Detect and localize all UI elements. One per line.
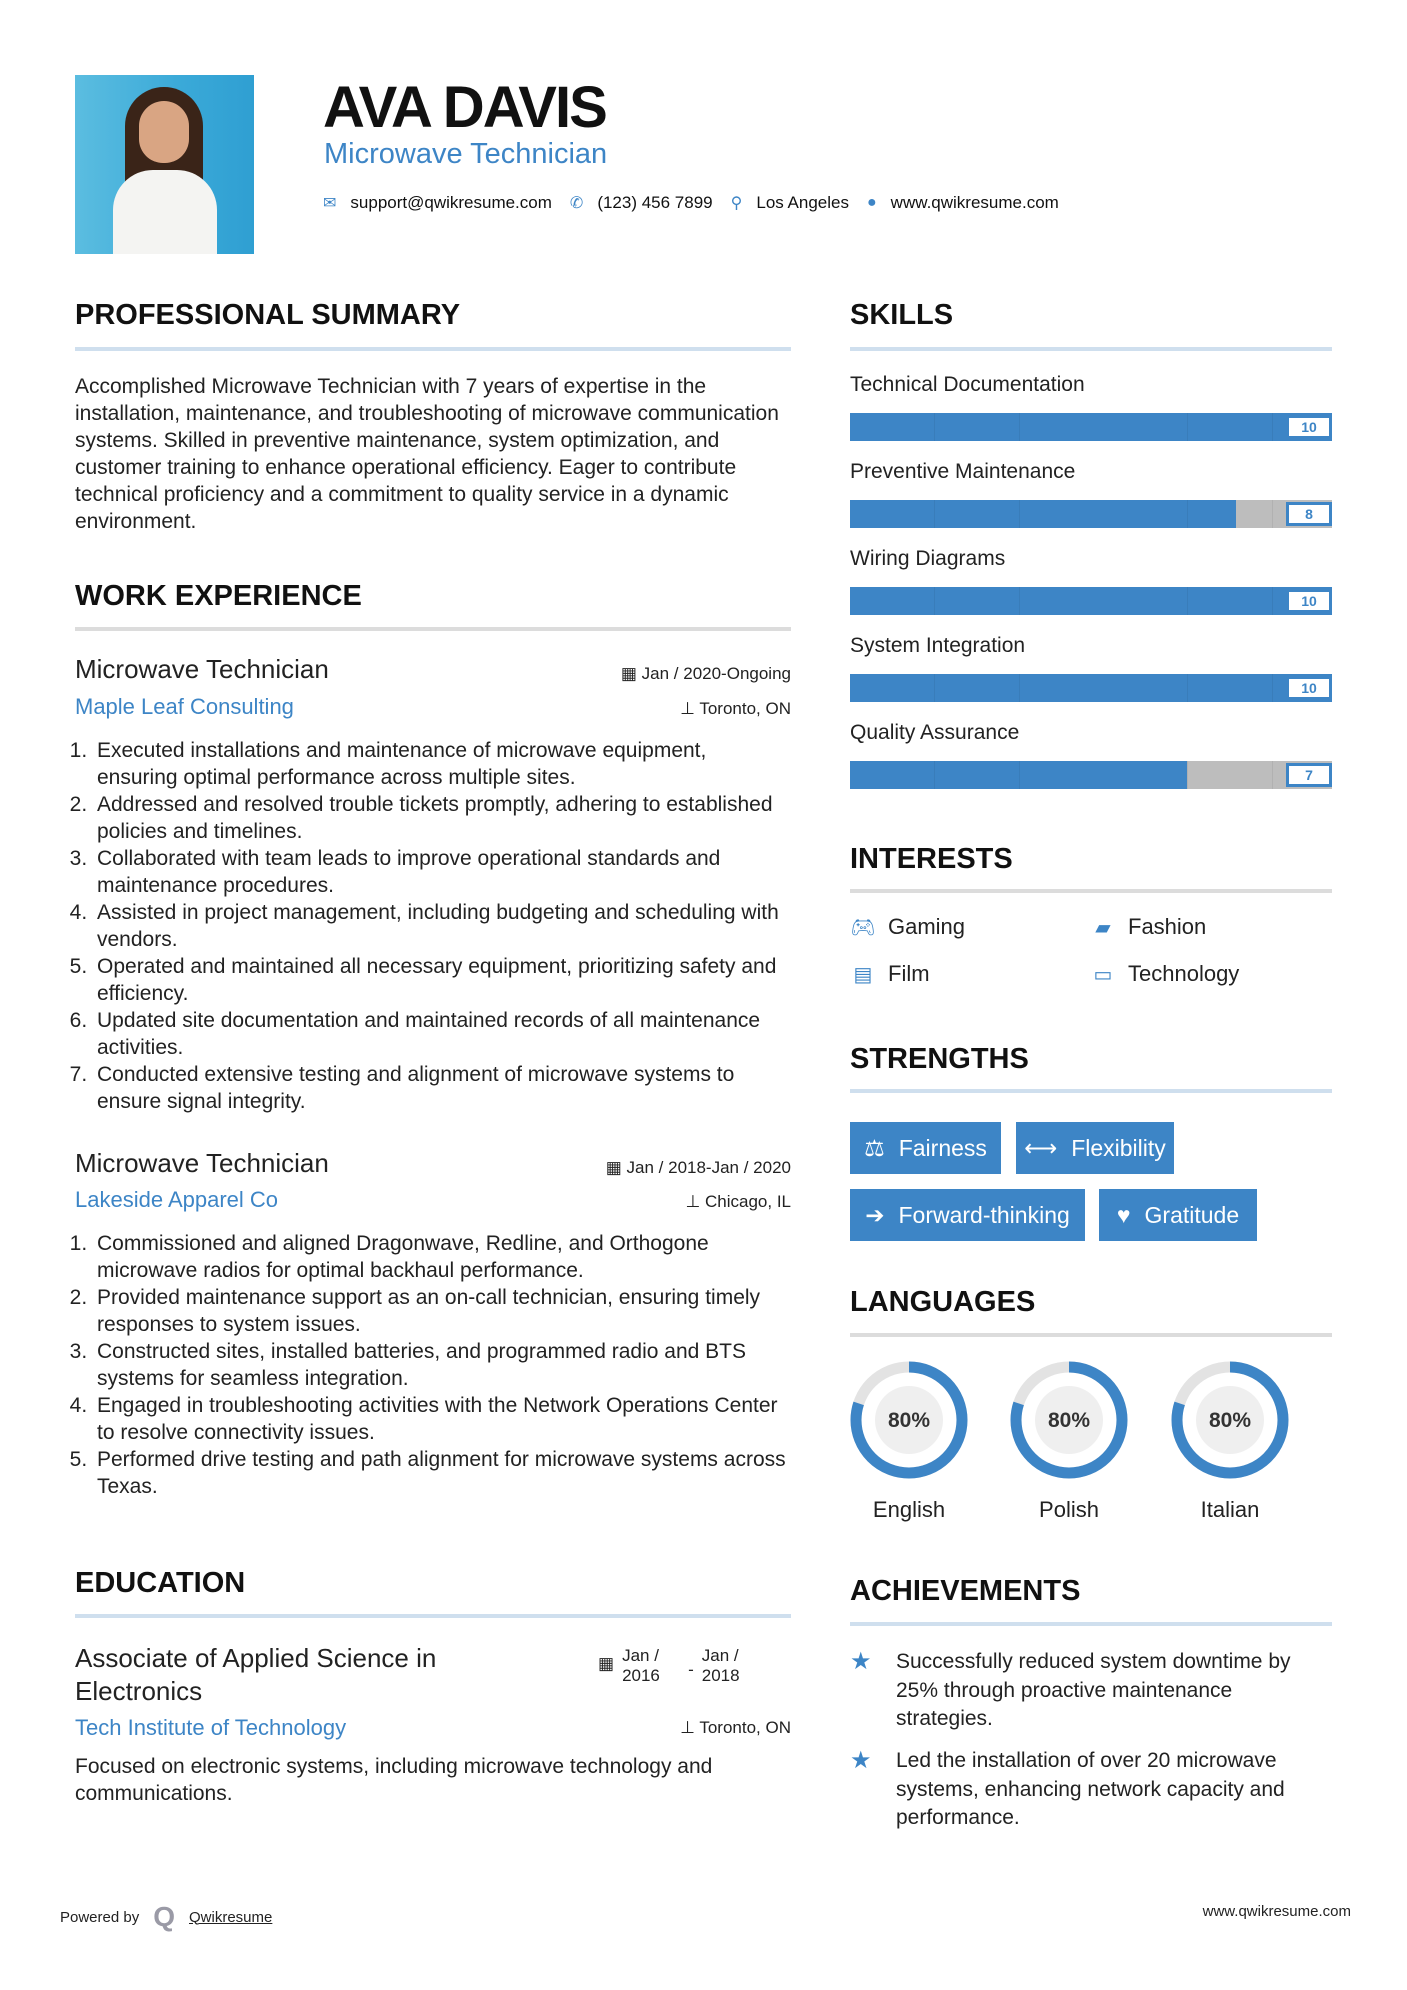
skill-bar-fill xyxy=(850,674,1332,702)
date-separator: - xyxy=(688,1660,694,1679)
map-marker-icon: ⚲ xyxy=(730,195,743,212)
strength-label: Gratitude xyxy=(1144,1201,1240,1228)
list-item: 4. Engaged in troubleshooting activities with the Network Operations Center to resolve connectivity issues. xyxy=(93,1392,791,1446)
language-item xyxy=(829,1358,989,1523)
strengths-heading: STRENGTHS xyxy=(850,1043,1029,1075)
list-item: 2. Provided maintenance support as an on-call technician, ensuring timely responses to system issues. xyxy=(93,1284,791,1338)
skill-name: Quality Assurance xyxy=(850,721,1020,744)
skill-bar-segment xyxy=(1019,674,1020,702)
skill-level: 8 xyxy=(1286,502,1332,526)
divider xyxy=(850,1333,1332,1337)
skill-bar-segment xyxy=(1187,413,1188,441)
strength-forward-thinking xyxy=(850,1189,1085,1241)
interest-film xyxy=(850,961,930,987)
job-bullets xyxy=(75,737,791,1115)
job-dates xyxy=(606,1158,791,1178)
brand-link[interactable]: Qwikresume xyxy=(189,1908,273,1926)
strength-label: Forward-thinking xyxy=(898,1201,1070,1228)
list-item: 3. Collaborated with team leads to improve operational standards and maintenance procedures. xyxy=(93,845,791,899)
language-percent: 80% xyxy=(887,1409,931,1432)
phone: (123) 456 7899 xyxy=(597,193,713,212)
language-name: Polish xyxy=(1039,1497,1099,1522)
education-description: Focused on electronic systems, including microwave technology and communications. xyxy=(75,1755,713,1805)
skill-bar-segment xyxy=(1019,587,1020,615)
experience-heading: WORK EXPERIENCE xyxy=(75,580,362,612)
strength-gratitude xyxy=(1099,1189,1257,1241)
achievements-heading: ACHIEVEMENTS xyxy=(850,1575,1081,1607)
skill-bar-fill xyxy=(850,587,1332,615)
skill-bar-segment xyxy=(934,413,935,441)
skill-name: System Integration xyxy=(850,634,1026,657)
languages-heading: LANGUAGES xyxy=(850,1286,1036,1318)
qwikresume-logo-icon: Q xyxy=(153,1901,175,1932)
list-item: 2. Addressed and resolved trouble tickets promptly, adhering to established policies and timelines. xyxy=(93,791,791,845)
interest-fashion xyxy=(1090,914,1206,940)
list-item: 4. Assisted in project management, including budgeting and scheduling with vendors. xyxy=(93,899,791,953)
education-location xyxy=(680,1718,791,1738)
phone-icon: ✆ xyxy=(569,195,584,212)
interest-technology xyxy=(1090,961,1239,987)
skill-level: 10 xyxy=(1286,415,1332,439)
school-name: Tech Institute of Technology xyxy=(75,1715,347,1740)
job-location xyxy=(685,1192,791,1212)
dates-text: Jan / 2020-Ongoing xyxy=(641,664,791,683)
pushpin-icon: ⊥ xyxy=(685,1192,705,1211)
skill-bar-segment xyxy=(1272,674,1273,702)
achievement-item xyxy=(850,1648,1332,1734)
skill-bar-segment xyxy=(934,761,935,789)
language-item xyxy=(1150,1358,1310,1523)
list-item: 6. Updated site documentation and maintained records of all maintenance activities. xyxy=(93,1007,791,1061)
skill-bar xyxy=(850,761,1332,789)
heart-icon: ♥ xyxy=(1116,1201,1131,1228)
skill-bar-segment xyxy=(1187,674,1188,702)
skill-bar xyxy=(850,500,1332,528)
arrow-right-icon: ➔ xyxy=(865,1201,885,1228)
skill-bar-segment xyxy=(1187,500,1188,528)
skill-bar-segment xyxy=(934,587,935,615)
interest-label: Film xyxy=(888,961,930,986)
list-item: 1. Executed installations and maintenance of microwave equipment, ensuring optimal performance across multiple sites. xyxy=(93,737,791,791)
skill-bar-segment xyxy=(1272,500,1273,528)
skill-bar-fill xyxy=(850,500,1236,528)
job-location xyxy=(680,699,791,719)
gamepad-icon: 🎮︎ xyxy=(850,916,876,939)
achievement-text: Successfully reduced system downtime by 25% through proactive maintenance strategies. xyxy=(896,1650,1291,1730)
skill-name: Preventive Maintenance xyxy=(850,460,1076,483)
education-dates xyxy=(598,1646,760,1686)
divider xyxy=(75,347,791,351)
language-percent: 80% xyxy=(1047,1409,1091,1432)
skill-bar-segment xyxy=(1019,761,1020,789)
strength-fairness xyxy=(850,1122,1001,1174)
strength-label: Fairness xyxy=(898,1134,987,1161)
calendar-icon: ▦ xyxy=(598,1654,615,1673)
candidate-name: AVA DAVIS xyxy=(323,75,606,140)
interest-label: Fashion xyxy=(1128,914,1207,939)
end-date: Jan / 2018 xyxy=(701,1646,740,1685)
laptop-icon: ▭ xyxy=(1093,963,1113,986)
globe-icon: ● xyxy=(867,194,877,211)
skill-name: Technical Documentation xyxy=(850,373,1085,396)
list-item: 5. Performed drive testing and path alignment for microwave systems across Texas. xyxy=(93,1446,791,1500)
language-name: English xyxy=(872,1497,946,1522)
skill-bar-segment xyxy=(1272,761,1273,789)
pushpin-icon: ⊥ xyxy=(680,1718,700,1737)
list-item: 3. Constructed sites, installed batteries, and programmed radio and BTS systems for seamless integration. xyxy=(93,1338,791,1392)
start-date: Jan / 2016 xyxy=(622,1646,660,1685)
dates-text: Jan / 2018-Jan / 2020 xyxy=(626,1158,791,1177)
summary-text: Accomplished Microwave Technician with 7 years of expertise in the installation, maintenance, and troubleshooting of microwave communication systems. Skilled in preventive maintenance, system optimization, and customer training to enhance operational efficiency. Eager to contribute technical proficiency and a commitment to quality service in a dynamic environment. xyxy=(75,375,779,533)
skill-level: 10 xyxy=(1286,589,1332,613)
skill-bar xyxy=(850,674,1332,702)
skills-heading: SKILLS xyxy=(850,299,954,331)
language-percent: 80% xyxy=(1208,1409,1252,1432)
envelope-icon: ✉ xyxy=(323,195,337,212)
skill-bar-segment xyxy=(1187,587,1188,615)
job-dates xyxy=(621,664,791,684)
job-bullets xyxy=(75,1230,791,1500)
divider xyxy=(850,1622,1332,1626)
language-donut xyxy=(1007,1358,1131,1482)
website[interactable]: www.qwikresume.com xyxy=(890,193,1059,212)
calendar-icon: ▦ xyxy=(620,664,642,683)
divider xyxy=(75,1614,791,1618)
email[interactable]: support@qwikresume.com xyxy=(350,193,552,212)
skill-level: 10 xyxy=(1286,676,1332,700)
company-name: Lakeside Apparel Co xyxy=(75,1187,279,1212)
list-item: 7. Conducted extensive testing and alignment of microwave systems to ensure signal integrity. xyxy=(93,1061,791,1115)
job-title: Microwave Technician xyxy=(75,1148,329,1178)
powered-by-text: Powered by xyxy=(60,1908,140,1926)
skill-bar-segment xyxy=(934,500,935,528)
strength-flexibility xyxy=(1016,1122,1174,1174)
skill-bar-segment xyxy=(1272,413,1273,441)
divider xyxy=(850,1089,1332,1093)
skill-bar-segment xyxy=(1019,413,1020,441)
skill-bar-segment xyxy=(1019,500,1020,528)
pushpin-icon: ⊥ xyxy=(680,699,700,718)
shopping-bag-icon: ▰ xyxy=(1095,916,1111,939)
footer-powered-by xyxy=(60,1901,272,1933)
interest-gaming xyxy=(850,914,965,940)
star-icon: ★ xyxy=(850,1747,872,1774)
job-title: Microwave Technician xyxy=(324,138,608,170)
star-icon: ★ xyxy=(850,1648,872,1675)
arrows-h-icon: ⟷ xyxy=(1024,1134,1058,1161)
divider xyxy=(75,627,791,631)
calendar-icon: ▦ xyxy=(605,1158,627,1177)
company-name: Maple Leaf Consulting xyxy=(75,694,294,719)
skill-bar xyxy=(850,587,1332,615)
skill-bar-fill xyxy=(850,413,1332,441)
profile-photo xyxy=(75,75,254,254)
skill-bar xyxy=(850,413,1332,441)
list-item: 1. Commissioned and aligned Dragonwave, Redline, and Orthogone microwave radios for optimal backhaul performance. xyxy=(93,1230,791,1284)
divider xyxy=(850,889,1332,893)
list-item: 5. Operated and maintained all necessary equipment, prioritizing safety and efficiency. xyxy=(93,953,791,1007)
interest-label: Technology xyxy=(1128,961,1240,986)
language-donut xyxy=(847,1358,971,1482)
job-title: Microwave Technician xyxy=(75,654,329,684)
location: Los Angeles xyxy=(756,193,849,212)
contact-bar xyxy=(323,193,1077,213)
achievement-text: Led the installation of over 20 microwave systems, enhancing network capacity and performance. xyxy=(896,1749,1285,1829)
film-icon: ▤ xyxy=(853,963,873,986)
footer-website[interactable]: www.qwikresume.com xyxy=(1202,1903,1351,1920)
location-text: Chicago, IL xyxy=(705,1192,791,1211)
skill-bar-segment xyxy=(934,674,935,702)
balance-scale-icon: ⚖ xyxy=(864,1134,885,1161)
location-text: Toronto, ON xyxy=(699,1718,791,1737)
divider xyxy=(850,347,1332,351)
language-name: Italian xyxy=(1200,1497,1260,1522)
interests-heading: INTERESTS xyxy=(850,843,1013,875)
achievement-item xyxy=(850,1747,1332,1833)
language-item xyxy=(989,1358,1149,1523)
interest-label: Gaming xyxy=(888,914,966,939)
skill-name: Wiring Diagrams xyxy=(850,547,1006,570)
summary-heading: PROFESSIONAL SUMMARY xyxy=(75,299,461,331)
degree: Associate of Applied Science in Electronics xyxy=(75,1643,437,1706)
language-donut xyxy=(1168,1358,1292,1482)
strength-label: Flexibility xyxy=(1071,1134,1166,1161)
skill-bar-segment xyxy=(1187,761,1188,789)
education-heading: EDUCATION xyxy=(75,1567,246,1599)
skill-bar-segment xyxy=(1272,587,1273,615)
location-text: Toronto, ON xyxy=(699,699,791,718)
skill-level: 7 xyxy=(1286,763,1332,787)
